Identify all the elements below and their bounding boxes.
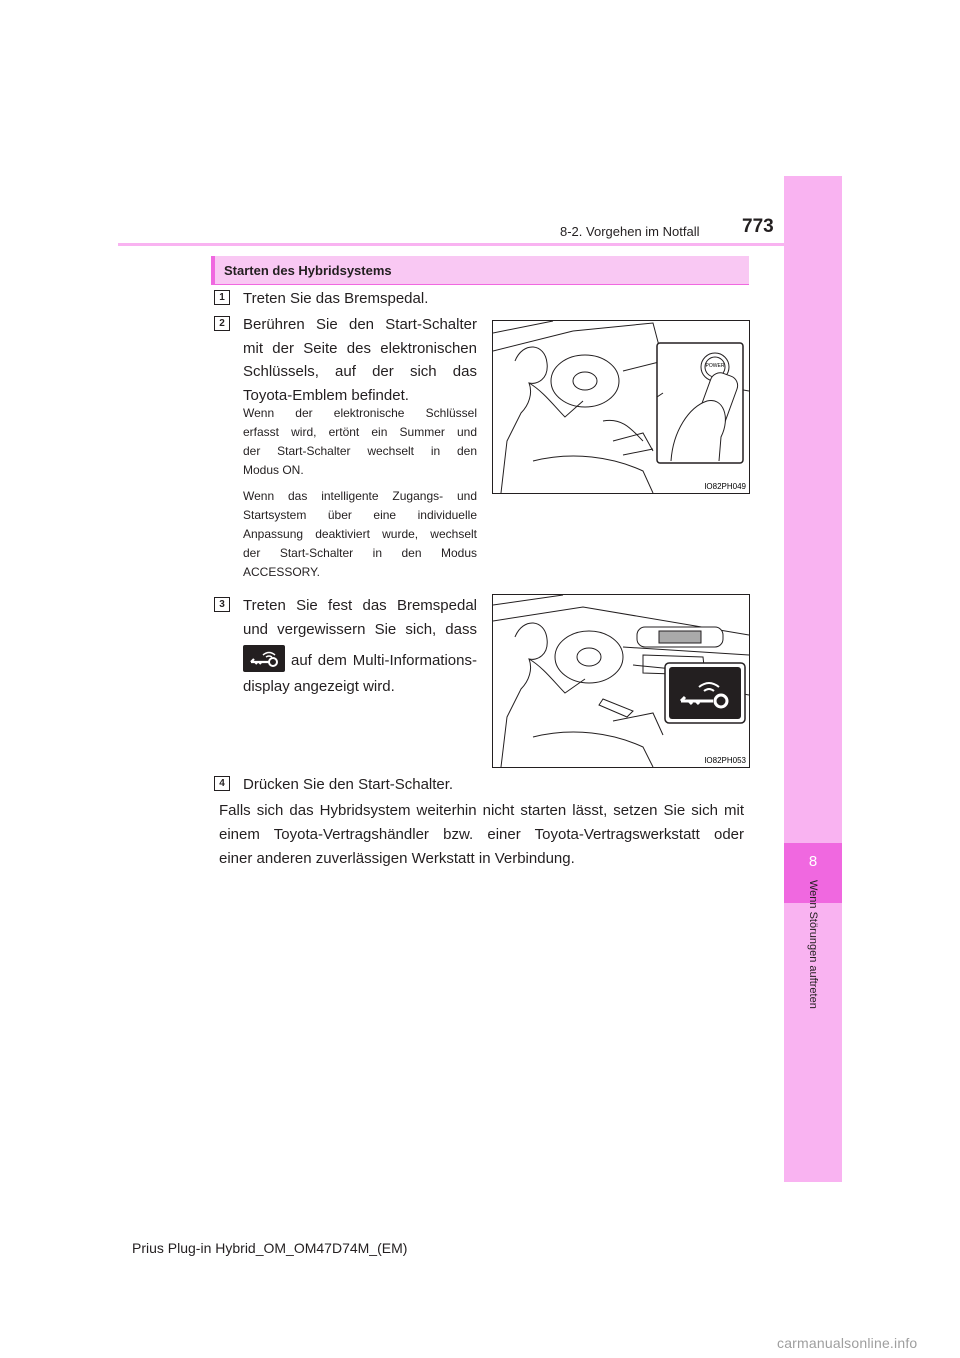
note-line: Anpassung deaktiviert wurde, wechselt (243, 527, 477, 541)
step-3-line: und vergewissern Sie sich, dass (243, 621, 477, 638)
step-4-text: Drücken Sie den Start-Schalter. (243, 776, 454, 793)
note-line: der Start-Schalter in den Modus (243, 546, 477, 560)
note-line: Wenn der elektronische Schlüssel (243, 406, 477, 420)
step-2-note-1 (243, 404, 477, 480)
closing-line: Falls sich das Hybridsystem weiterhin nicht starten lässt, setzen Sie sich mit (219, 802, 744, 819)
figure-indicator-display (492, 594, 750, 768)
step-2-line: Schlüssels, auf der sich das (243, 363, 477, 381)
step-number-2: 2 (214, 316, 230, 331)
key-indicator-icon (243, 645, 285, 672)
figure-indicator-illustration (493, 595, 749, 767)
step-1-text: Treten Sie das Bremspedal. (243, 290, 429, 307)
page-number: 773 (742, 216, 774, 237)
note-line: Modus ON. (243, 463, 304, 477)
figure-power-switch-illustration (493, 321, 749, 493)
step-2-line: Berühren Sie den Start-Schalter (243, 316, 477, 333)
footer-document-id: Prius Plug-in Hybrid_OM_OM47D74M_(EM) (132, 1240, 408, 1256)
note-line: Wenn das intelligente Zugangs- und (243, 489, 477, 503)
step-3-text (243, 594, 477, 642)
step-3-line-4: display angezeigt wird. (243, 678, 395, 695)
step-3-line: Treten Sie fest das Bremspedal (243, 597, 477, 614)
running-header: 8-2. Vorgehen im Notfall (560, 224, 700, 239)
power-button-label: POWER (705, 363, 725, 369)
step-2-line: Toyota-Emblem befindet. (243, 387, 409, 405)
note-line: der Start-Schalter wechselt in den (243, 444, 477, 458)
step-number-4: 4 (214, 776, 230, 791)
section-title-underline (211, 284, 749, 285)
step-3-line-3: auf dem Multi-Informations- (291, 652, 477, 669)
step-number-3: 3 (214, 597, 230, 612)
closing-line: einer anderen zuverlässigen Werkstatt in Verbindung. (219, 850, 575, 867)
step-2-text (243, 313, 477, 408)
watermark: carmanualsonline.info (777, 1335, 918, 1351)
figure-label: IO82PH049 (704, 482, 746, 491)
chapter-number: 8 (808, 853, 818, 870)
section-title: Starten des Hybridsystems (224, 263, 392, 278)
step-number-1: 1 (214, 290, 230, 305)
figure-power-switch (492, 320, 750, 494)
note-line: Startsystem über eine individuelle (243, 508, 477, 522)
figure-label: IO82PH053 (704, 756, 746, 765)
step-2-line: mit der Seite des elektronischen (243, 339, 477, 357)
header-rule (118, 243, 784, 246)
closing-line: einem Toyota-Vertragshändler bzw. einer Toyota-Vertragswerkstatt oder (219, 826, 744, 843)
step-2-note-2 (243, 487, 477, 582)
chapter-title: Wenn Störungen auftreten (807, 880, 819, 1009)
note-line: ACCESSORY. (243, 565, 320, 579)
side-tab (784, 176, 842, 1182)
closing-paragraph (219, 799, 744, 871)
note-line: erfasst wird, ertönt ein Summer und (243, 425, 477, 439)
